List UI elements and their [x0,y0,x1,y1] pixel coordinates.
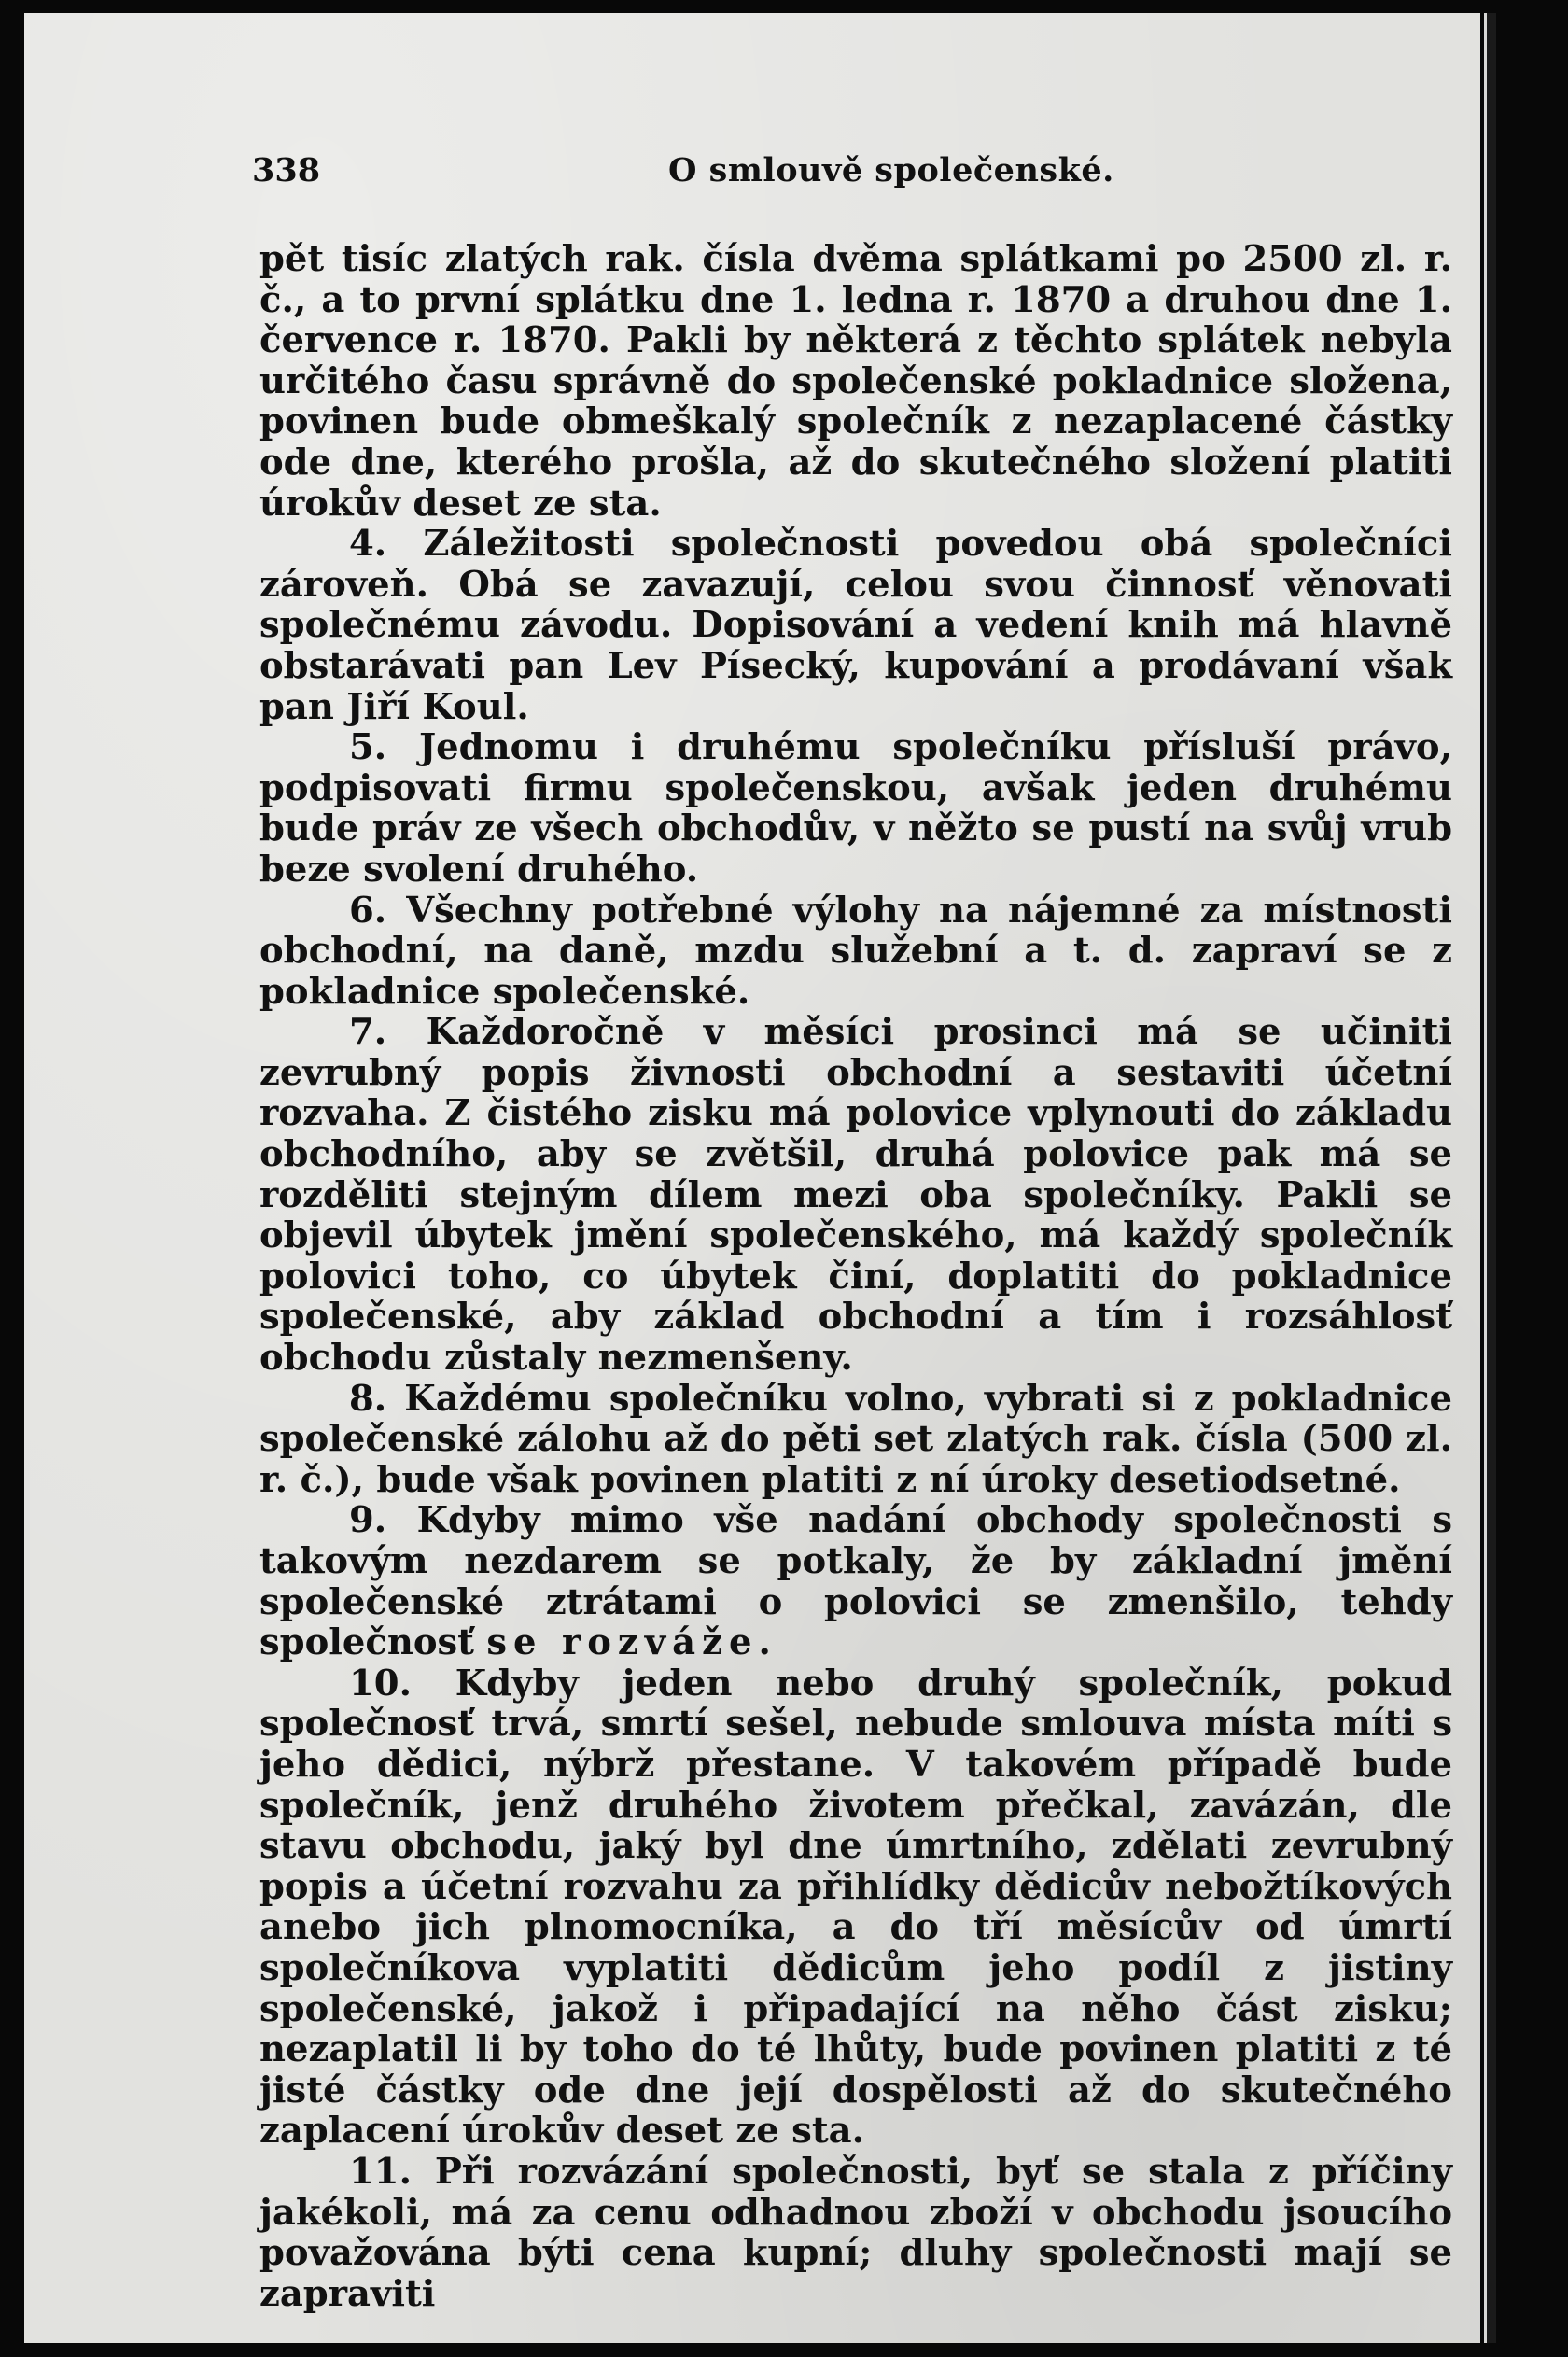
page-number: 338 [252,151,321,189]
body-text [259,239,1452,2314]
paragraph-9-lead: 9. Kdyby mimo vše nadání obchody společnosti s takovým nezdarem se potkaly, že by základní jmění společenské ztrátami o polovici se zmenšilo, tehdy společnosť [259,1499,1452,1664]
paragraph-10: 10. Kdyby jeden nebo druhý společník, pokud společnosť trvá, smrtí sešel, nebude smlouva místa míti s jeho dědici, nýbrž přestane. V takovém případě bude společník, jenž druhého životem přečkal, zavázán, dle stavu obchodu, jaký byl dne úmrtního, zdělati zevrubný popis a účetní rozvahu za přihlídky dědicův nebožtíkových anebo jich plnomocníka, a do tří měsícův od úmrtí společníkova vyplatiti dědicům jeho podíl z jistiny společenské, jakož i připadající na něho část zisku; nezaplatil li by toho do té lhůty, bude povinen platiti z té jisté částky ode dne její dospělosti až do skutečného zaplacení úrokův deset ze sta. [259,1662,1452,2153]
paragraph-5: 5. Jednomu i druhému společníku přísluší právo, podpisovati firmu společenskou, avšak jeden druhému bude práv ze všech obchodův, v něžto se pustí na svůj vrub beze svolení druhého. [259,726,1452,891]
paragraph-7: 7. Každoročně v měsíci prosinci má se učiniti zevrubný popis živnosti obchodní a sestaviti účetní rozvaha. Z čistého zisku má polovice vplynouti do základu obchodního, aby se zvětšil, druhá polovice pak má se rozděliti stejným dílem mezi oba společníky. Pakli se objevil úbytek jmění společenského, má každý společník polovici toho, co úbytek činí, doplatiti do pokladnice společenské, aby základ obchodní a tím i rozsáhlosť obchodu zůstaly nezmenšeny. [259,1011,1452,1380]
paragraph-9-spaced: se rozváže. [486,1621,777,1664]
paragraph-6: 6. Všechny potřebné výlohy na nájemné za místnosti obchodní, na daně, mzdu služební a t. d. zapraví se z pokladnice společenské. [259,889,1452,1013]
paragraph-continuation: pět tisíc zlatých rak. čísla dvěma splátkami po 2500 zl. r. č., a to první splátku dne 1. ledna r. 1870 a druhou dne 1. července r. 1870. Pakli by některá z těchto splátek nebyla určitého času správně do společenské pokladnice složena, povinen bude obmeškalý společník z nezaplacené částky ode dne, kterého prošla, až do skutečného složení platiti úrokův deset ze sta. [259,238,1452,525]
paragraph-9 [259,1500,1452,1663]
paragraph-11: 11. Při rozvázání společnosti, byť se stala z příčiny jakékoli, má za cenu odhadnou zboží v obchodu jsoucího považována býti cena kupní; dluhy společnosti mají se zapraviti [259,2150,1452,2315]
page-header [24,151,1480,198]
page-spine-edge [1484,13,1496,2343]
paragraph-8: 8. Každému společníku volno, vybrati si z pokladnice společenské zálohu až do pěti set zlatých rak. čísla (500 zl. r. č.), bude však povinen platiti z ní úroky desetiodsetné. [259,1377,1452,1501]
book-page [24,13,1480,2343]
paragraph-4: 4. Záležitosti společnosti povedou obá společníci zároveň. Obá se zavazují, celou svou činnosť věnovati společnému závodu. Dopisování a vedení knih má hlavně obstarávati pan Lev Písecký, kupování a prodávaní však pan Jiří Koul. [259,523,1452,728]
running-title: O smlouvě společenské. [668,151,1114,189]
